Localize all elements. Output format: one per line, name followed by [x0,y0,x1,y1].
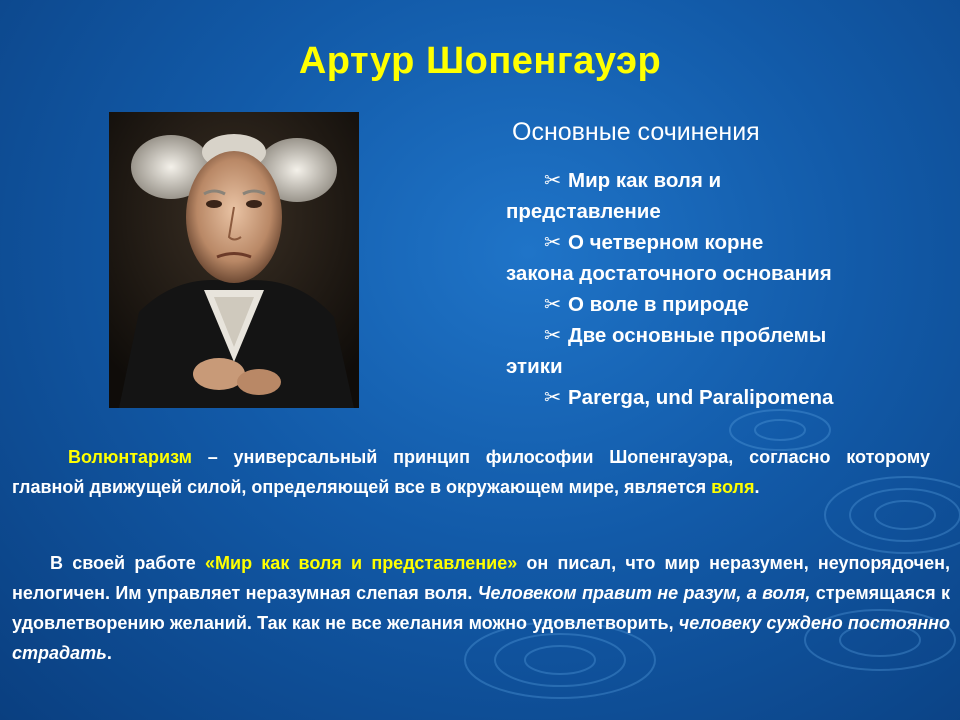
works-heading: Основные сочинения [512,118,760,146]
list-item [506,165,836,227]
scissors-icon: ✂ [544,386,562,409]
work-title: О четверном корне закона достаточного основания [506,231,832,285]
slide-title: Артур Шопенгауэр [298,40,662,82]
scissors-icon: ✂ [544,169,562,192]
work-description-paragraph [12,548,950,668]
term-voluntarism: Волюнтаризм [68,447,192,467]
portrait-image [109,112,359,408]
italic-quote: Человеком правит не разум, а воля, [477,583,811,603]
work-title: Мир как воля и представление [506,169,722,223]
voluntarism-paragraph [12,442,930,502]
paragraph-text: стремящаяся к удовлетворению желаний. Так как не все желания можно удовлетворить, [12,583,950,633]
paragraph-text: – универсальный принцип философии Шопенгауэра, согласно которому главной движущей силой, определяющей все в окружающем мире, является [12,447,930,497]
work-title: О воле в природе [568,293,749,316]
work-title: Parerga, und Paralipomena [568,386,834,409]
work-title: Две основные проблемы этики [506,324,827,378]
paragraph-text: он писал, что мир неразумен, неупорядочен, нелогичен. Им управляет неразумная слепая воля. [12,553,950,603]
list-item [506,227,836,289]
paragraph-text: . [754,477,760,497]
scissors-icon: ✂ [544,293,562,316]
scissors-icon: ✂ [544,231,562,254]
italic-quote: человеку суждено постоянно страдать [12,613,950,663]
paragraph-text: . [106,643,112,663]
scissors-icon: ✂ [544,324,562,347]
paragraph-text: В своей работе [50,553,206,573]
term-will: воля [711,477,755,497]
list-item [506,289,836,320]
list-item [506,320,836,382]
list-item [506,382,836,413]
work-title-highlight: «Мир как воля и представление» [205,553,518,573]
works-list [506,165,836,413]
